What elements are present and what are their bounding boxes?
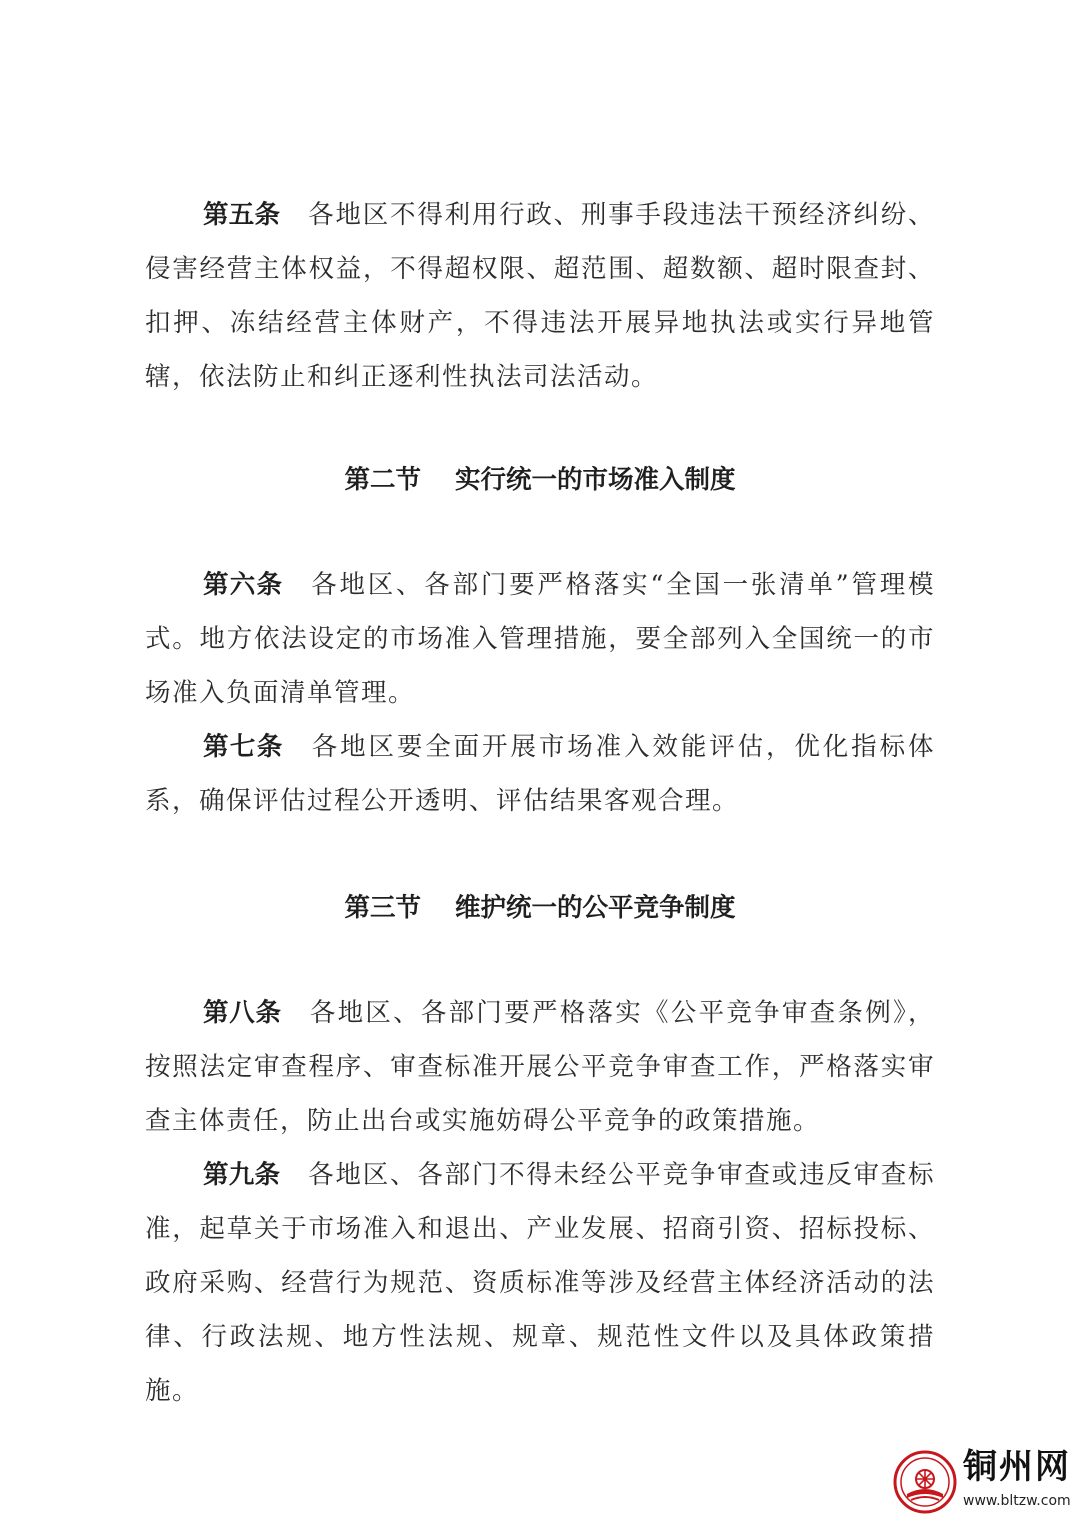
article-number: 第九条 xyxy=(203,1160,281,1190)
article-8 xyxy=(145,986,935,1148)
article-text: 各地区、各部门要严格落实《公平竞争审查条例》，按照法定审查程序、审查标准开展公平竞争审查工作，严格落实审查主体责任，防止出台或实施妨碍公平竞争的政策措施。 xyxy=(145,998,935,1136)
article-7 xyxy=(145,720,935,828)
section-heading-3 xyxy=(0,888,1080,928)
article-text: 各地区、各部门不得未经公平竞争审查或违反审查标准，起草关于市场准入和退出、产业发展、招商引资、招标投标、政府采购、经营行为规范、资质标准等涉及经营主体经济活动的法律、行政法规、地方性法规、规章、规范性文件以及具体政策措施。 xyxy=(145,1160,935,1406)
article-number: 第八条 xyxy=(203,998,282,1028)
article-text: 各地区不得利用行政、刑事手段违法干预经济纠纷、侵害经营主体权益，不得超权限、超范围、超数额、超时限查封、扣押、冻结经营主体财产，不得违法开展异地执法或实行异地管辖，依法防止和纠正逐利性执法司法活动。 xyxy=(145,200,935,392)
site-name: 铜州网 xyxy=(963,1447,1071,1487)
site-watermark xyxy=(893,1446,1073,1518)
article-number: 第七条 xyxy=(203,732,284,762)
site-logo-icon xyxy=(893,1450,957,1514)
article-text: 各地区、各部门要严格落实“全国一张清单”管理模式。地方依法设定的市场准入管理措施，要全部列入全国统一的市场准入负面清单管理。 xyxy=(145,570,935,708)
site-url: www.bltzw.com xyxy=(963,1493,1071,1509)
article-text: 各地区要全面开展市场准入效能评估，优化指标体系，确保评估过程公开透明、评估结果客观合理。 xyxy=(145,732,935,816)
section-title: 维护统一的公平竞争制度 xyxy=(455,893,736,923)
article-9 xyxy=(145,1148,935,1418)
section-heading-2 xyxy=(0,460,1080,500)
section-number: 第三节 xyxy=(344,893,421,923)
article-number: 第六条 xyxy=(203,570,284,600)
section-title: 实行统一的市场准入制度 xyxy=(455,465,736,495)
section-number: 第二节 xyxy=(344,465,421,495)
article-number: 第五条 xyxy=(203,200,281,230)
article-5 xyxy=(145,188,935,404)
article-6 xyxy=(145,558,935,720)
